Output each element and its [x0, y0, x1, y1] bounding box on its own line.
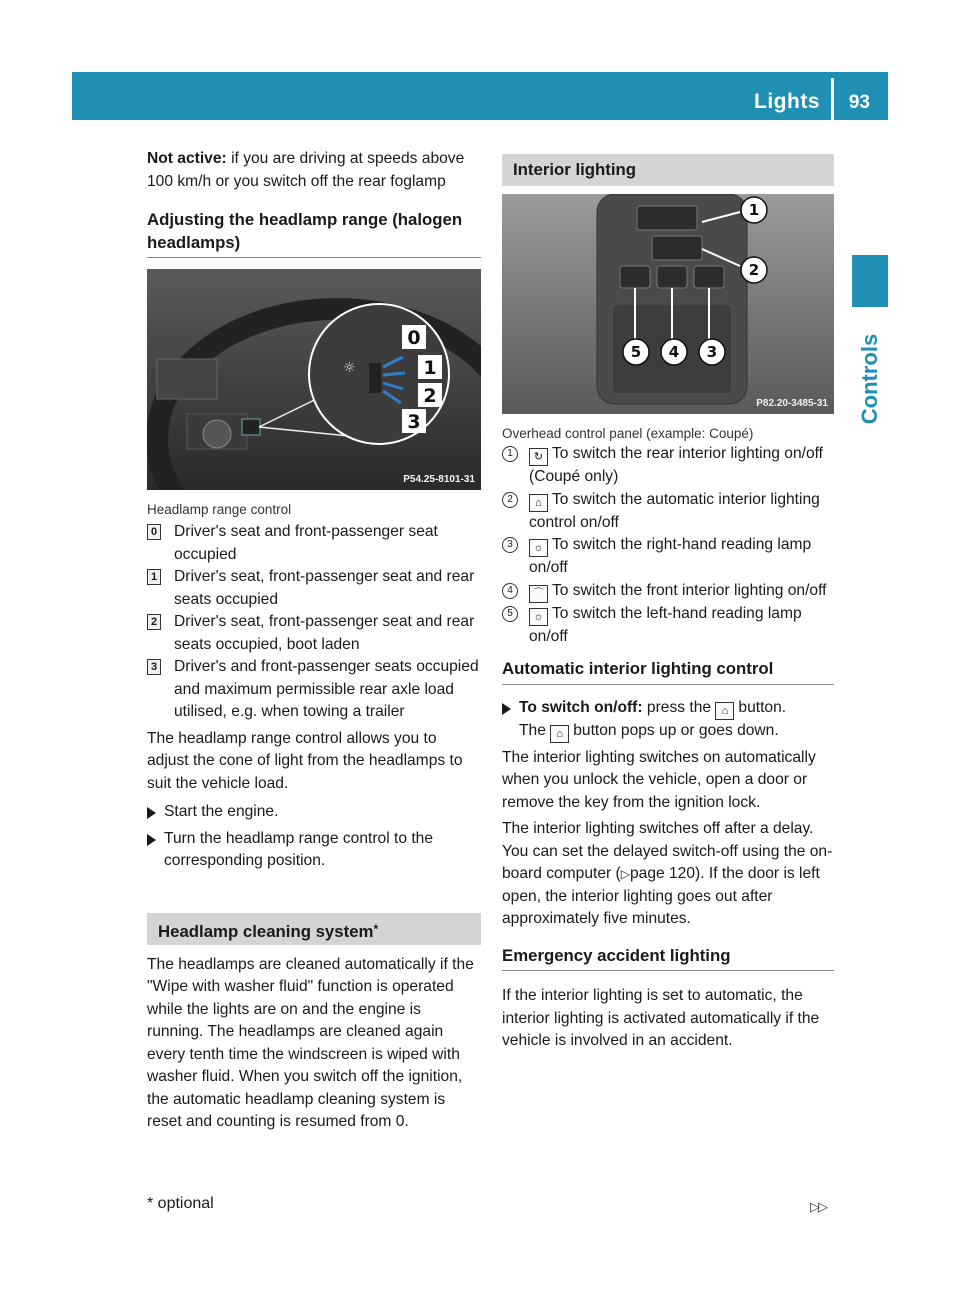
auto-light-icon: ⌂ — [715, 702, 734, 720]
callout-number: 4 — [502, 583, 518, 599]
reading-lamp-icon: ☼ — [529, 608, 548, 626]
step-item: Turn the headlamp range control to the corresponding position. — [147, 828, 481, 873]
auto-paragraph-1: The interior lighting switches on automatically when you unlock the vehicle, open a door or remove the key from the ignition lock. — [502, 748, 816, 811]
auto-light-icon: ⌂ — [550, 725, 569, 743]
range-callout-1: 1 — [423, 357, 437, 379]
overhead-controls-list — [502, 443, 834, 648]
position-key: 0 — [147, 524, 161, 540]
range-position-item: 0 Driver's seat and front-passenger seat occupied — [147, 521, 481, 566]
cleaning-paragraph: The headlamps are cleaned automatically if the "Wipe with washer fluid" function is operated while the lights are on and the engine is running. The headlamps are cleaned again every tenth time the windscreen is wiped with washer fluid. When you switch off the ignition, the automatic headlamp cleaning system is reset and counting is resumed from 0. — [147, 955, 474, 1130]
header-divider — [831, 78, 834, 120]
overhead-control-item: 2 ⌂ To switch the automatic interior lighting control on/off — [502, 489, 834, 535]
position-key: 3 — [147, 659, 161, 675]
not-active-paragraph: Not active: if you are driving at speeds above 100 km/h or you switch off the rear foglamp — [147, 150, 465, 190]
panel-callout-3: 3 — [706, 343, 718, 361]
callout-number: 2 — [502, 492, 518, 508]
overhead-control-item: 3 ☼ To switch the right-hand reading lamp on/off — [502, 534, 834, 580]
headlamp-range-heading: Adjusting the headlamp range (halogen headlamps) — [147, 209, 481, 258]
header-bar — [72, 72, 888, 120]
callout-number: 5 — [502, 606, 518, 622]
front-light-icon: ⌒ — [529, 585, 548, 603]
continue-arrow-icon: ▷▷ — [810, 1199, 826, 1214]
position-key: 2 — [147, 614, 161, 630]
figure-caption: Headlamp range control — [147, 502, 292, 517]
side-tab-label: Controls — [857, 333, 882, 425]
panel-callout-4: 4 — [668, 343, 680, 361]
range-callout-0: 0 — [407, 327, 421, 349]
range-position-item: 1 Driver's seat, front-passenger seat and rear seats occupied — [147, 566, 481, 611]
figure-caption: Overhead control panel (example: Coupé) — [502, 426, 754, 441]
panel-callout-1: 1 — [748, 201, 760, 219]
page-number: 93 — [848, 92, 870, 113]
page-reference-link[interactable]: page 120 — [629, 865, 696, 882]
overhead-control-item: 4 ⌒ To switch the front interior lighting on/off — [502, 580, 834, 603]
overhead-control-item: 1 ↻ To switch the rear interior lighting on/off (Coupé only) — [502, 443, 834, 489]
range-callout-3: 3 — [407, 411, 421, 433]
panel-callout-5: 5 — [630, 343, 642, 361]
overhead-panel-photo — [502, 194, 834, 414]
interior-lighting-heading: Interior lighting — [502, 154, 834, 186]
emergency-paragraph: If the interior lighting is set to automatic, the interior lighting is activated automatically if the vehicle is involved in an accident. — [502, 987, 820, 1049]
left-column — [147, 148, 481, 1134]
reading-lamp-icon: ☼ — [529, 539, 548, 557]
range-paragraph: The headlamp range control allows you to adjust the cone of light from the headlamps to suit the vehicle load. — [147, 729, 463, 792]
auto-paragraph-2: The interior lighting switches off after a delay. You can set the delayed switch-off using the on-board computer (▷page 120). If the door is left open, the interior lighting goes out after approximately five minutes. — [502, 820, 833, 927]
range-positions-list — [147, 521, 481, 724]
callout-number: 3 — [502, 537, 518, 553]
step-item: Start the engine. — [147, 801, 481, 824]
range-position-item: 3 Driver's and front-passenger seats occupied and maximum permissible rear axle load utilised, e.g. when towing a trailer — [147, 656, 481, 724]
auto-lighting-heading: Automatic interior lighting control — [502, 658, 834, 685]
footer-optional-note: * optional — [147, 1195, 214, 1212]
emergency-heading: Emergency accident lighting — [502, 945, 834, 972]
dashboard-illustration — [147, 269, 481, 490]
cleaning-heading: Headlamp cleaning system* — [147, 913, 481, 945]
overhead-panel-illustration — [502, 194, 834, 414]
page-ref-arrow-icon: ▷ — [620, 867, 630, 881]
position-key: 1 — [147, 569, 161, 585]
section-title: Lights — [754, 90, 820, 113]
panel-callout-2: 2 — [748, 261, 760, 279]
photo-reference-code: P82.20-3485-31 — [756, 398, 828, 409]
svg-text:☼: ☼ — [343, 360, 356, 376]
side-tab-marker — [852, 255, 888, 307]
range-position-item: 2 Driver's seat, front-passenger seat and rear seats occupied, boot laden — [147, 611, 481, 656]
right-column — [502, 154, 834, 1053]
switch-step: To switch on/off: press the ⌂ button. The ⌂ button pops up or goes down. — [502, 697, 834, 743]
headlamp-range-photo — [147, 269, 481, 490]
range-callout-2: 2 — [423, 385, 437, 407]
callout-number: 1 — [502, 446, 518, 462]
rear-light-icon: ↻ — [529, 448, 548, 466]
overhead-control-item: 5 ☼ To switch the left-hand reading lamp on/off — [502, 603, 834, 649]
photo-reference-code: P54.25-8101-31 — [403, 474, 475, 485]
auto-light-icon: ⌂ — [529, 494, 548, 512]
